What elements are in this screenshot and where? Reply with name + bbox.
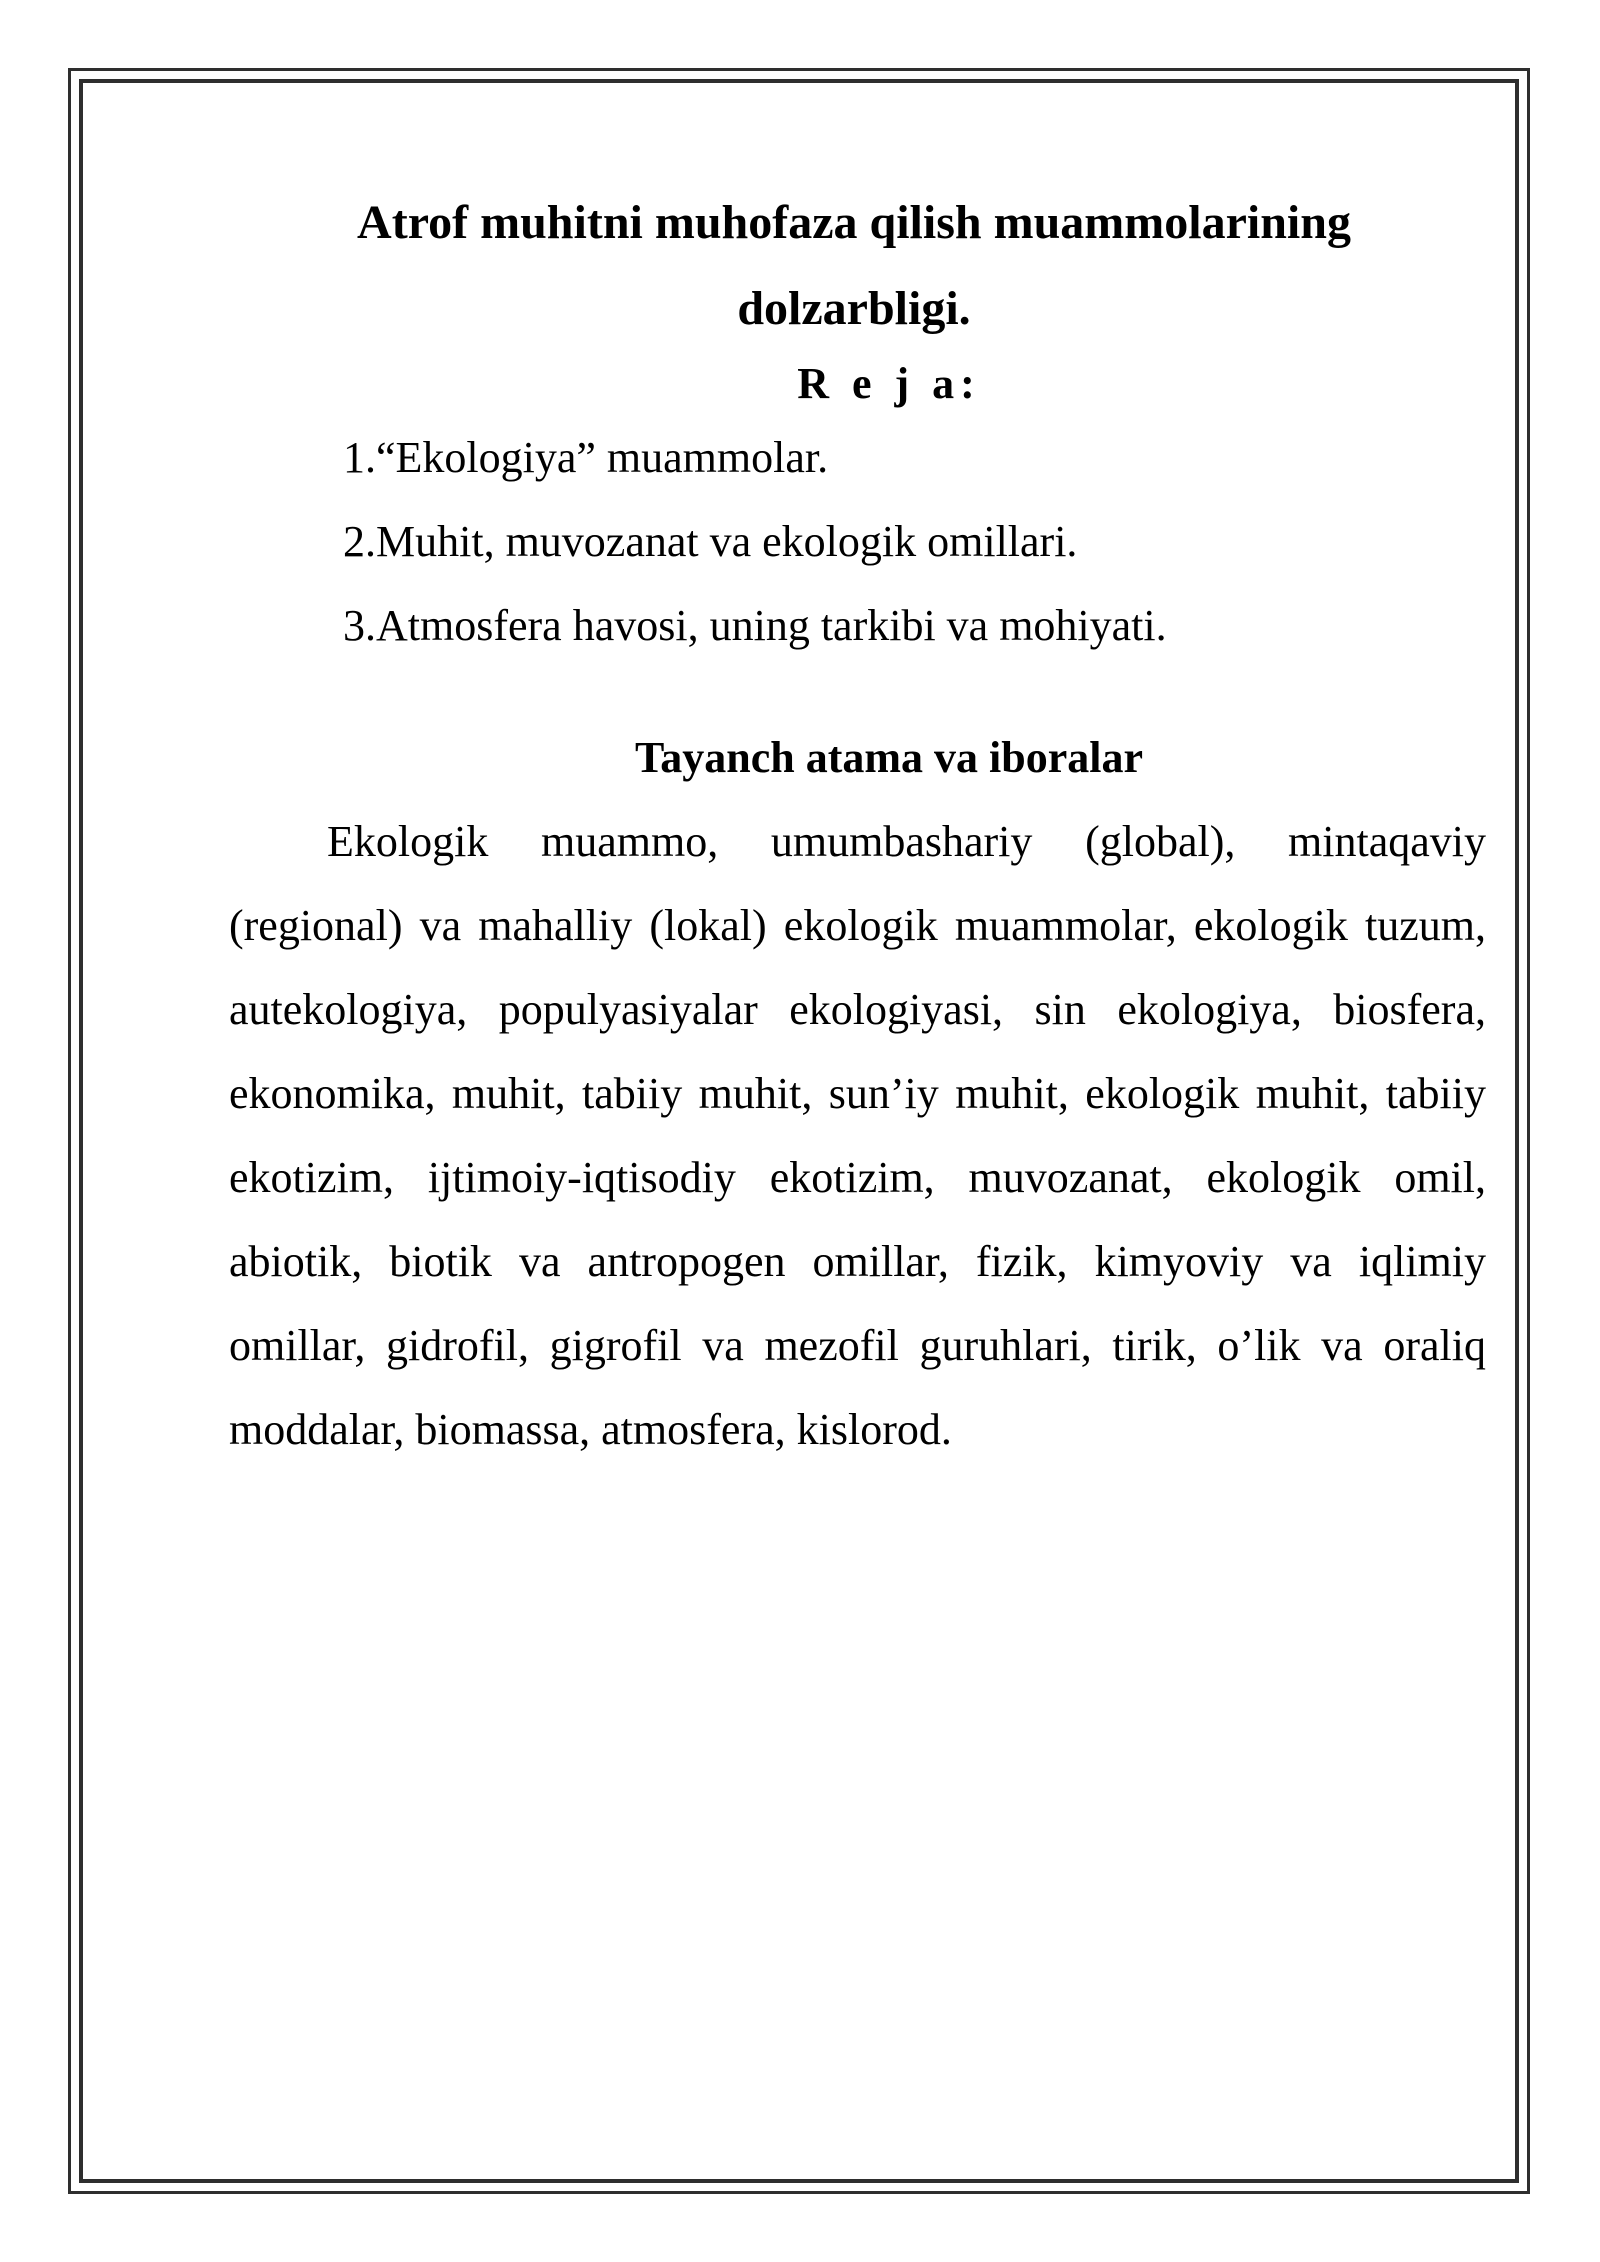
keywords-paragraph: Ekologik muammo, umumbashariy (global), mintaqaviy (regional) va mahalliy (lokal) ekologik muammolar, ekologik tuzum, autekologiya, populyasiyalar ekologiyasi, sin ekologiya, biosfera, ekonomika, muhit, tabiiy muhit, sun’iy muhit, ekologik muhit, tabiiy ekotizim, ijtimoiy-iqtisodiy ekotizim, muvozanat, ekologik omil, abiotik, biotik va antropogen omillar, fizik, kimyoviy va iqlimiy omillar, gidrofil, gigrofil va mezofil guruhlari, tirik, o’lik va oraliq moddalar, biomassa, atmosfera, kislorod. — [229, 817, 1486, 1454]
keywords-heading: Tayanch atama va iboralar — [634, 733, 1144, 782]
plan-list — [229, 416, 1486, 668]
document-body — [229, 180, 1486, 1472]
plan-item: 3.Atmosfera havosi, uning tarkibi va mohiyati. — [343, 601, 1167, 650]
plan-item: 1.“Ekologiya” muammolar. — [343, 433, 829, 482]
document-title: Atrof muhitni muhofaza qilish muammolarining dolzarbligi. — [357, 196, 1351, 335]
plan-item: 2.Muhit, muvozanat va ekologik omillari. — [343, 517, 1078, 566]
plan-heading: R e j a: — [797, 359, 981, 408]
